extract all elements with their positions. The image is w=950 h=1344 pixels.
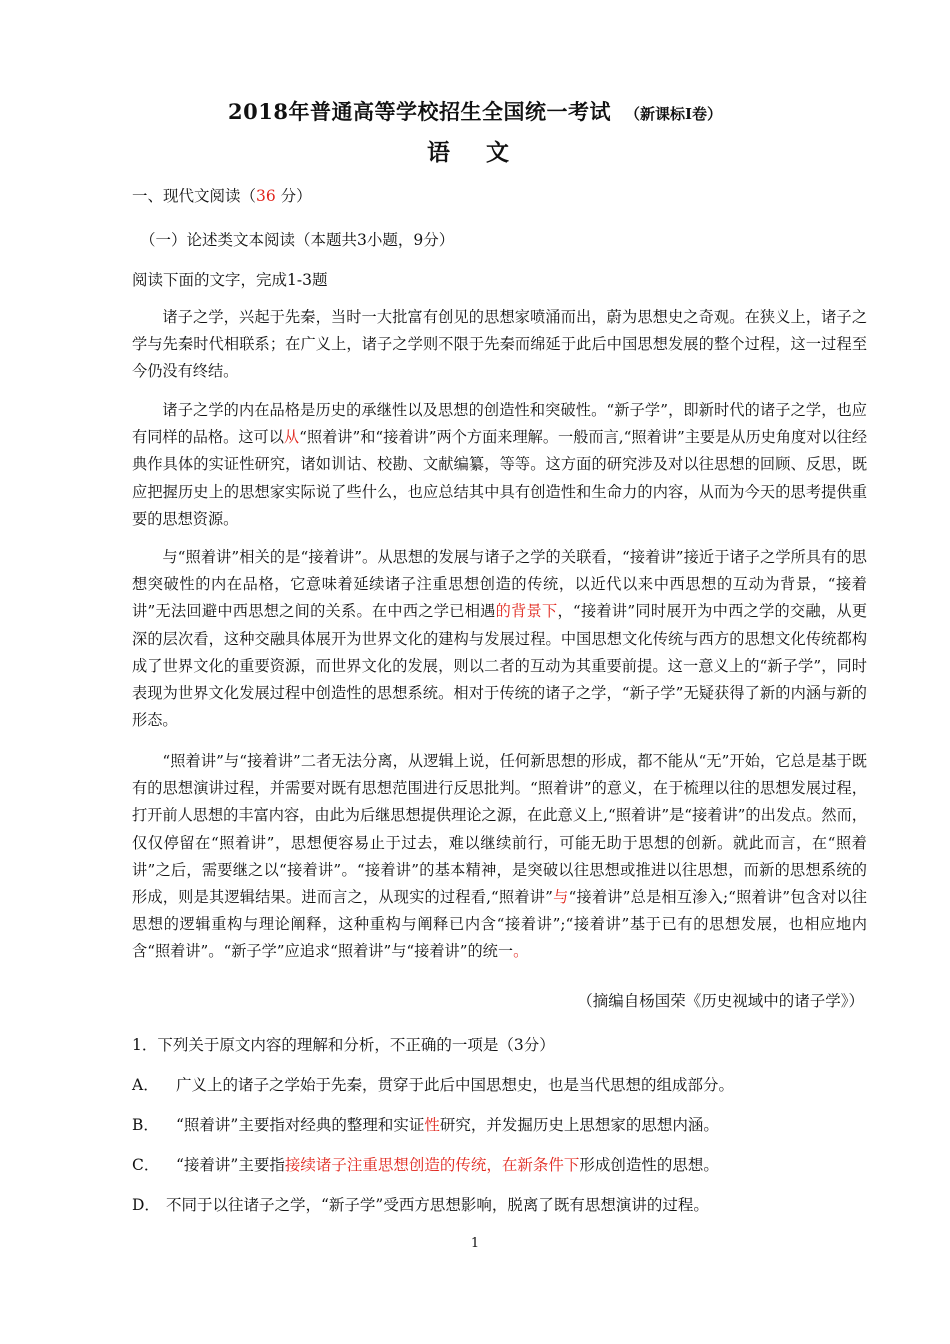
paragraph-4-end-mark: 。 (513, 942, 529, 961)
option-b (132, 1113, 719, 1135)
option-b-letter: B． (132, 1116, 159, 1134)
option-c-text-a: “接着讲”主要指 (176, 1156, 285, 1174)
paragraph-2 (132, 397, 867, 533)
option-c-text-b: 形成创造性的思想。 (579, 1156, 719, 1174)
section-heading-prefix: 一、现代文阅读（ (132, 187, 257, 205)
paragraph-4-highlight: 与 (552, 888, 569, 907)
option-c-highlight: 接续诸子注重思想创造的传统，在新条件下 (284, 1156, 580, 1174)
option-d-text: 不同于以往诸子之学，“新子学”受西方思想影响，脱离了既有思想演讲的过程。 (166, 1196, 709, 1214)
source-citation: （摘编自杨国荣《历史视域中的诸子学》） (577, 992, 864, 1010)
option-d-letter: D． (132, 1196, 160, 1214)
question-1-stem: 1．下列关于原文内容的理解和分析，不正确的一项是（3分） (132, 1036, 555, 1054)
section-heading-suffix: 分） (275, 187, 312, 205)
paragraph-2-highlight: 从 (283, 428, 300, 447)
option-b-text-b: 研究，并发掘历史上思想家的思想内涵。 (439, 1116, 719, 1134)
option-c (132, 1153, 719, 1175)
option-b-highlight: 性 (424, 1116, 440, 1134)
paragraph-4 (132, 748, 867, 966)
section-heading (132, 184, 312, 206)
exam-title: 2018年普通高等学校招生全国统一考试 (228, 99, 611, 124)
paragraph-4-text-a: “照着讲”与“接着讲”二者无法分离，从逻辑上说，任何新思想的形成，都不能从“无”开始，它总是基于既有的思想演讲过程，并需要对既有思想范围进行反思批判。“照着讲”的意义，在于梳理以往的思想发展过程，打开前人思想的丰富内容，由此为后继思想提供理论之源，在此意义上,“照着讲”是“接着讲”的出发点。然而，仅仅停留在“照着讲”，思想便容易止于过去，难以继续前行，可能无助于思想的创新。就此而言，在“照着讲”之后，需要继之以“接着讲”。“接着讲”的基本精神，是突破以往思想或推进以往思想，而新的思想系统的形成，则是其逻辑结果。进而言之，从现实的过程看,“照着讲” (132, 752, 867, 907)
paragraph-3-text-a: 与“照着讲”相关的是“接着讲”。从思想的发展与诸子之学的关联看，“接着讲”接近于诸子之学所具有的思想突破性的内在品格，它意味着延续诸子注重思想创造的传统，以近代以来中西思想的互动为背景，“接着讲”无法回避中西思想之间的关系。在中西之学已相遇 (132, 548, 867, 621)
subsection-heading: （一）论述类文本阅读（本题共3小题，9分） (140, 231, 455, 249)
subject-title: 语 文 (426, 139, 523, 166)
paragraph-3 (132, 544, 867, 734)
option-a-text: 广义上的诸子之学始于先秦，贯穿于此后中国思想史，也是当代思想的组成部分。 (176, 1076, 735, 1094)
section-score: 36 (256, 187, 276, 205)
page-number: 1 (470, 1236, 480, 1251)
paragraph-1: 诸子之学，兴起于先秦，当时一大批富有创见的思想家喷涌而出，蔚为思想史之奇观。在狭义上，诸子之学与先秦时代相联系；在广义上，诸子之学则不限于先秦而绵延于此后中国思想发展的整个过程，这一过程至今仍没有终结。 (132, 308, 867, 381)
paragraph-2-text-b: “照着讲”和“接着讲”两个方面来理解。一般而言,“照着讲”主要是从历史角度对以往经典作具体的实证性研究，诸如训诂、校勘、文献编纂，等等。这方面的研究涉及对以往思想的回顾、反思，既应把握历史上的思想家实际说了些什么，也应总结其中具有创造性和生命力的内容，从而为今天的思考提供重要的思想资源。 (132, 428, 868, 528)
option-d (132, 1193, 709, 1215)
option-c-letter: C． (132, 1156, 160, 1174)
paragraph-3-text-b: ，“接着讲”同时展开为中西之学的交融，从更深的层次看，这种交融具体展开为世界文化的建构与发展过程。中国思想文化传统与西方的思想文化传统都构成了世界文化的重要资源，而世界文化的发展，则以二者的互动为其重要前提。这一意义上的“新子学”，同时表现为世界文化发展过程中创造性的思想系统。相对于传统的诸子之学，“新子学”无疑获得了新的内涵与新的形态。 (132, 602, 868, 730)
reading-instruction: 阅读下面的文字，完成1-3题 (132, 271, 328, 289)
option-b-text-a: “照着讲”主要指对经典的整理和实证 (176, 1116, 425, 1134)
option-a-letter: A． (132, 1076, 159, 1094)
paragraph-2-text-a: 诸子之学的内在品格是历史的承继性以及思想的创造性和突破性。“新子学”，即新时代的诸子之学，也应有同样的品格。这可以 (132, 401, 867, 447)
paragraph-3-highlight: 的背景下 (495, 602, 558, 621)
paragraph-4-text-b: “接着讲”总是相互渗入;“照着讲”包含对以往思想的逻辑重构与理论阐释，这种重构与阐释已内含“接着讲”;“接着讲”基于已有的思想发展，也相应地内含“照着讲”。“新子学”应追求“照着讲”与“接着讲”的统一 (132, 888, 867, 961)
exam-header (0, 96, 950, 126)
option-a (132, 1073, 734, 1095)
exam-subtitle: （新课标Ⅰ卷） (624, 105, 722, 123)
